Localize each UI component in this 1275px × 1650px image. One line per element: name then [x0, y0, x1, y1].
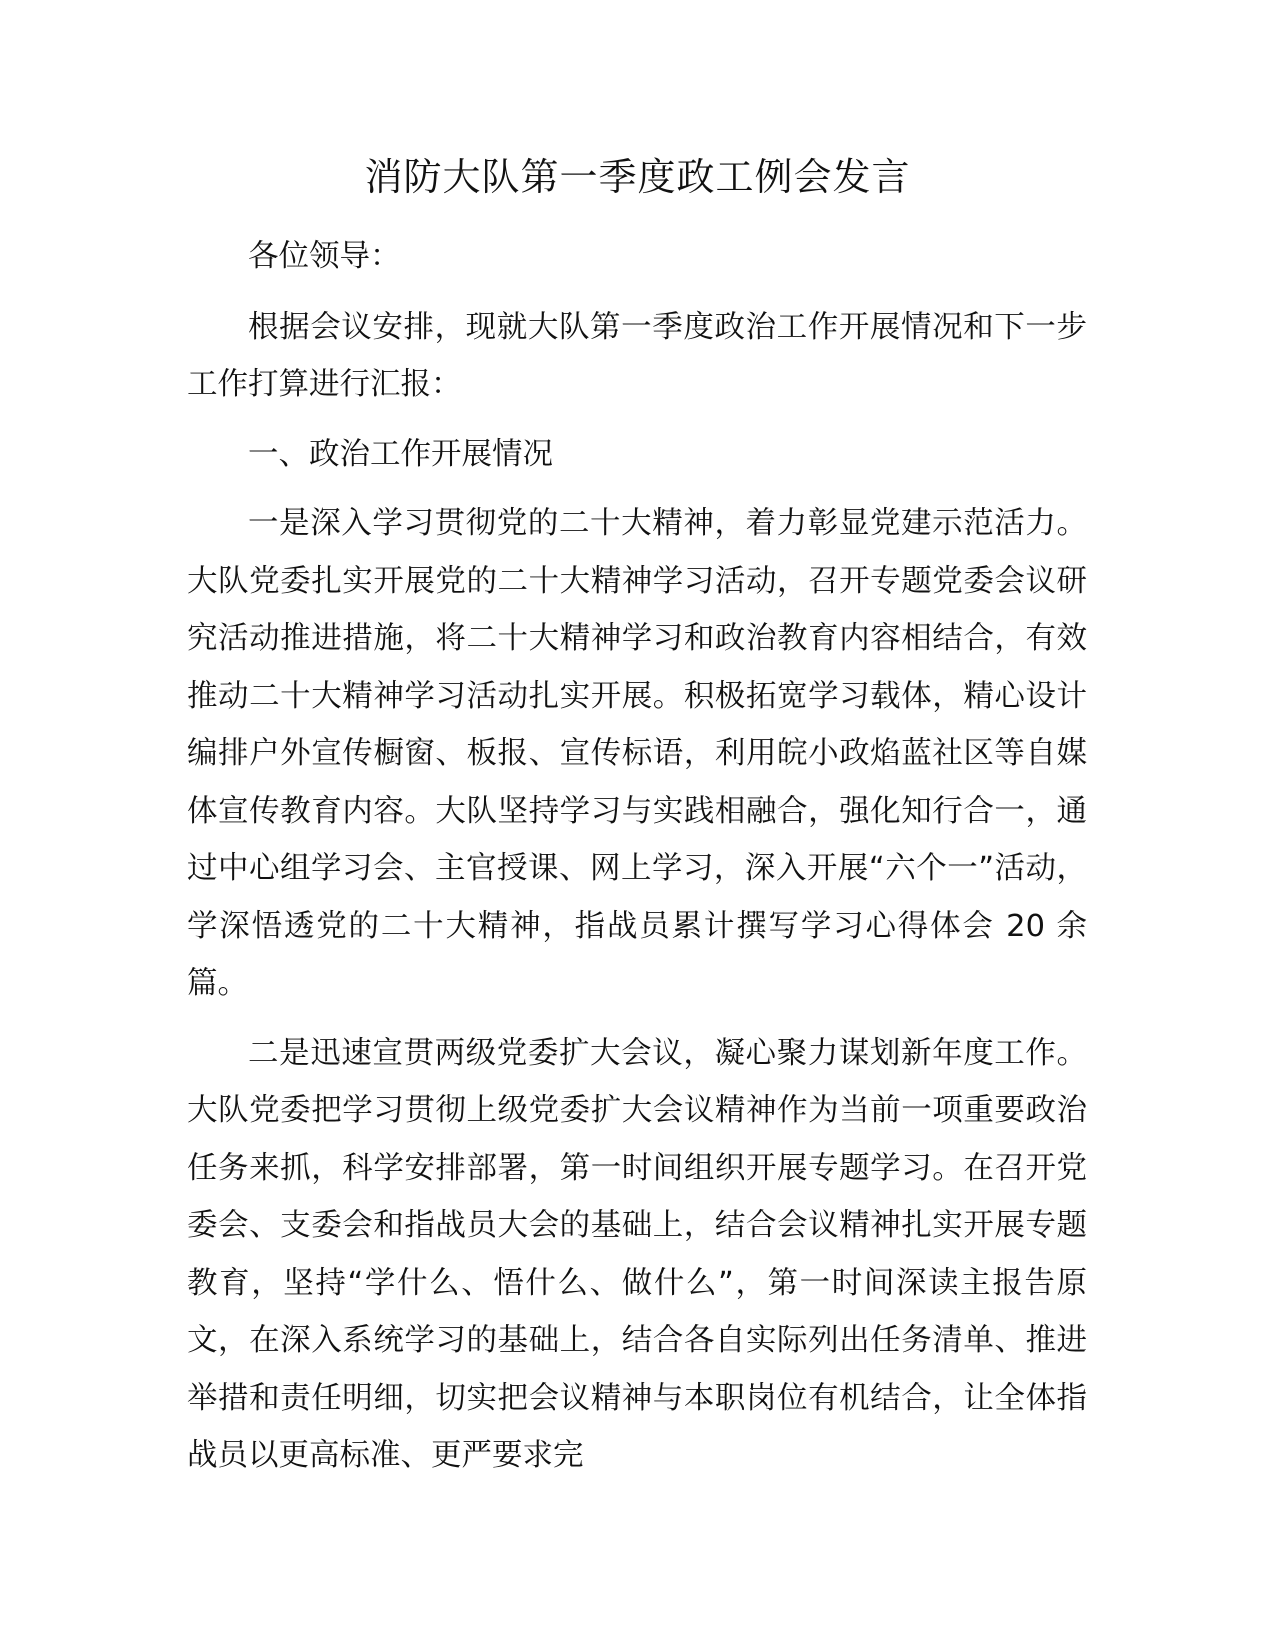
paragraph-two: 二是迅速宣贯两级党委扩大会议，凝心聚力谋划新年度工作。大队党委把学习贯彻上级党委扩大会议精神作为当前一项重要政治任务来抓，科学安排部署，第一时间组织开展专题学习。在召开党委会、支委会和指战员大会的基础上，结合会议精神扎实开展专题教育，坚持“学什么、悟什么、做什么”，第一时间深读主报告原文，在深入系统学习的基础上，结合各自实际列出任务清单、推进举措和责任明细，切实把会议精神与本职岗位有机结合，让全体指战员以更高标准、更严要求完: [187, 1035, 1087, 1473]
salutation: 各位领导：: [248, 239, 401, 274]
intro-paragraph: 根据会议安排，现就大队第一季度政治工作开展情况和下一步工作打算进行汇报：: [187, 309, 1087, 402]
paragraph-one: 一是深入学习贯彻党的二十大精神，着力彰显党建示范活力。大队党委扎实开展党的二十大精神学习活动，召开专题党委会议研究活动推进措施，将二十大精神学习和政治教育内容相结合，有效推动二十大精神学习活动扎实开展。积极拓宽学习载体，精心设计编排户外宣传橱窗、板报、宣传标语，利用皖小政焰蓝社区等自媒体宣传教育内容。大队坚持学习与实践相融合，强化知行合一，通过中心组学习会、主官授课、网上学习，深入开展“六个一”活动，学深悟透党的二十大精神，指战员累计撰写学习心得体会 20 余篇。: [187, 506, 1087, 1001]
document-title: 消防大队第一季度政工例会发言: [364, 155, 911, 199]
document-body: [187, 228, 1087, 1497]
section-heading: 一、政治工作开展情况: [248, 436, 553, 472]
